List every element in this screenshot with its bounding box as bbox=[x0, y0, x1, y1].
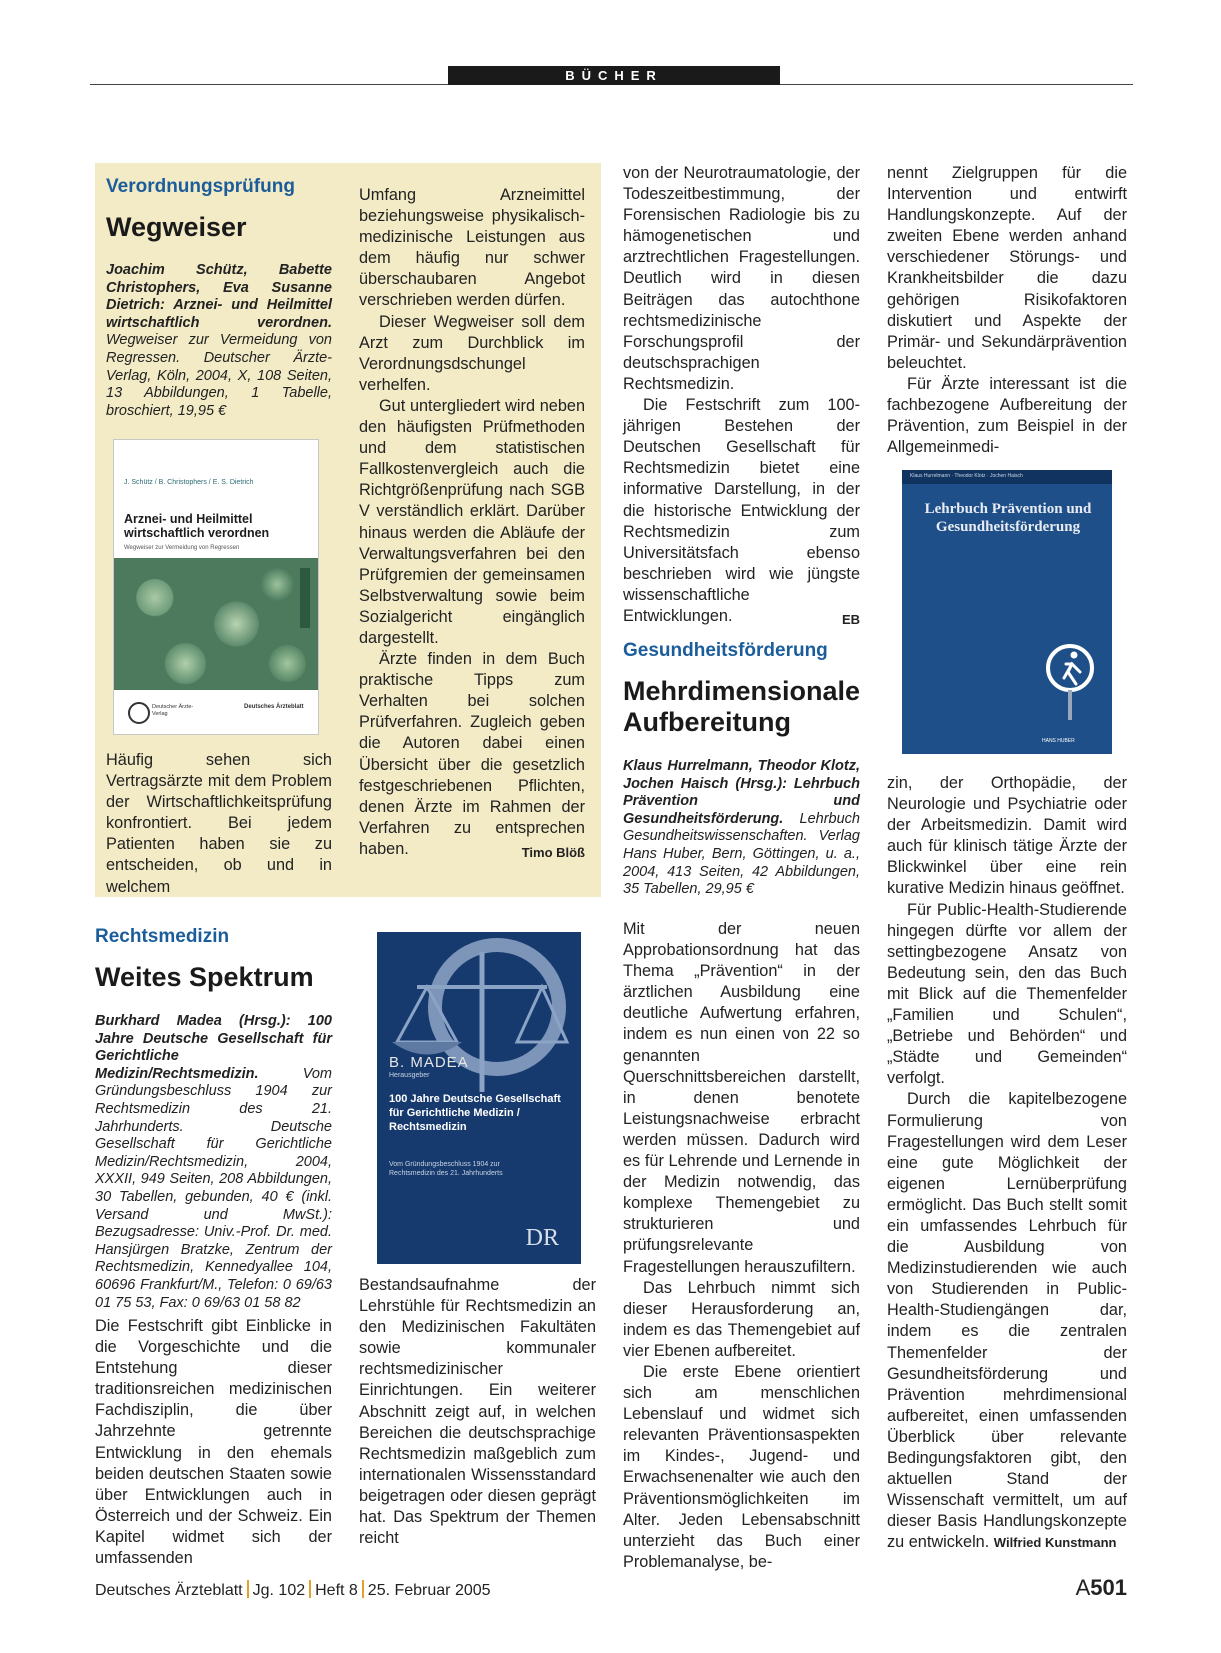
footer-citation bbox=[95, 1580, 491, 1600]
article3-p4: nennt Zielgruppen für die Intervention und entwirft Handlungskonzepte. Auf der zweiten Ebene werden anhand verschiedener Störungs- und Krankheitsbilder die dazu gehörigen Risikofaktoren diskutiert und Aspekte der Primär- und Sekundärprävention beleuchtet. bbox=[887, 164, 1127, 372]
page-prefix: A bbox=[1075, 1575, 1091, 1600]
headline-line1: Mehrdimensionale bbox=[623, 676, 861, 706]
signature-timo-bloess: Timo Blöß bbox=[521, 844, 585, 860]
article3-p8: Durch die kapitelbezogene Formulierung von Fragestellungen wird dem Leser eine gute Möglichkeit der eigenen Lernüberprüfung ermöglicht. Das Buch stellt somit ein umfassendes Lehrbuch für die Ausbildung von Medizinstudierenden wie auch von Studierenden in Public-Health-Studiengängen dar, indem es die zentralen Themenfelder der Gesundheitsförderung und Prävention mehrdimensional aufbereitet, einen umfassenden Überblick über relevante Bedingungsfaktoren gibt, den aktuellen Stand der Wissenschaft vermittelt, um auf dieser Basis Handlungskonzepte zu entwickeln. bbox=[887, 1090, 1127, 1552]
article1-column1 bbox=[106, 750, 332, 898]
cover-title: Arznei- und Heilmittel wirtschaftlich verordnen bbox=[124, 512, 270, 540]
article3-p2: Das Lehrbuch nimmt sich dieser Herausforderung an, indem es das Themengebiet auf vier Ebenen aufbereitet. bbox=[623, 1278, 860, 1360]
biblio-wegweiser bbox=[106, 262, 332, 420]
article1-p3: Gut untergliedert wird neben den häufigsten Prüfmethoden und dem statistischen Fallkostenvergleich auch die Richtgrößenprüfung nach SGB V verständlich erklärt. Darüber hinaus werden die Abläufe der Verwaltungsverfahren bei den Prüfgremien der gemeinsamen Selbstverwaltung sowie beim Sozialgericht eingänglich dargestellt. bbox=[359, 396, 585, 647]
biblio-authors: Joachim Schütz, Babette Christophers, Eva Susanne Dietrich: Arznei- und Heilmittel wirtschaftlich verordnen. bbox=[106, 262, 332, 331]
cover-authors: Klaus Hurrelmann · Theodor Klotz · Jochen Haisch bbox=[910, 473, 1023, 479]
footer-issue: Heft 8 bbox=[315, 1582, 358, 1599]
biblio-praevention bbox=[623, 758, 860, 899]
headline-line2: Aufbereitung bbox=[623, 707, 791, 737]
publisher-logo-icon bbox=[128, 702, 150, 724]
article1-p4: Ärzte finden in dem Buch praktische Tipps zum Verhalten bei solchen Prüfverfahren. Zugleich geben die Autoren dabei einen Übersicht über die gesetzlich festgeschriebenen Pflichten, denen Ärzte im Rahmen der Verfahren zu entsprechen haben. bbox=[359, 650, 585, 858]
article3-column3 bbox=[623, 919, 860, 1573]
headline-weites-spektrum: Weites Spektrum bbox=[95, 962, 314, 992]
page-num: 501 bbox=[1090, 1575, 1127, 1600]
headline-mehrdimensionale-aufbereitung bbox=[623, 676, 860, 738]
cover-publisher1: Deutscher Ärzte-Verlag bbox=[152, 704, 194, 717]
article3-p7: Für Public-Health-Studierende hingegen dürfte vor allem der settingbezogene Ansatz von Bedeutung sein, den das Buch mit Blick auf die Themenfelder „Familien und Schulen“, „Betriebe und Behörden“ und „Städte und Gemeinden“ verfolgt. bbox=[887, 900, 1127, 1088]
cover-spine-strip bbox=[300, 568, 310, 628]
biblio-editor: Burkhard Madea (Hrsg.): 100 Jahre Deutsche Gesellschaft für Gerichtliche Medizin/Rechtsmedizin. bbox=[95, 1013, 332, 1082]
cover-publisher: HANS HUBER bbox=[1042, 738, 1075, 744]
signature-eb: EB bbox=[841, 611, 860, 627]
article3-p5: Für Ärzte interessant ist die fachbezogene Aufbereitung der Prävention, zum Beispiel in der Allgemeinmedi- bbox=[887, 374, 1127, 457]
article2-col1-text: Die Festschrift gibt Einblicke in die Vorgeschichte und die Entstehung dieser traditionsreichen medizinischen Fachdisziplin, die über Jahrzehnte getrennte Entwicklung in den ehemals beiden deutschen Staaten sowie über Entwicklungen auch in Österreich und der Schweiz. Ein Kapitel widmet sich der umfassenden bbox=[95, 1317, 332, 1568]
cover-logo: DR bbox=[525, 1225, 559, 1251]
article3-p6: zin, der Orthopädie, der Neurologie und Psychiatrie oder der Arbeitsmedizin. Damit wird auch für klinisch tätige Ärzte der Blickwinkel über eine rein kurative Medizin hinaus geöffnet. bbox=[887, 774, 1127, 898]
article1-col1-text: Häufig sehen sich Vertragsärzte mit dem Problem der Wirtschaftlichkeitsprüfung konfrontiert. Bei jedem Patienten haben sie zu entscheiden, ob und in welchem bbox=[106, 751, 332, 896]
biblio-details: Lehrbuch Gesundheitswissenschaften. Verlag Hans Huber, Bern, Göttingen, u. a., 2004, 413 Seiten, 42 Abbildungen, 35 Tabellen, 29,95 € bbox=[623, 810, 860, 898]
cover-editor-role: Herausgeber bbox=[389, 1072, 430, 1079]
article2-col2-text: Bestandsaufnahme der Lehrstühle für Rechtsmedizin an den Medizinischen Fakultäten sowie kommunaler rechtsmedizinischer Einrichtungen. Ein weiterer Abschnitt zeigt auf, in welchen Bereichen die deutschsprachige Rechtsmedizin maßgeblich zum internationalen Wissensstandard beigetragen oder diesen geprägt hat. Das Spektrum der Themen reicht bbox=[359, 1276, 596, 1548]
cover-publisher2: Deutsches Ärzteblatt bbox=[244, 704, 304, 710]
signature-wilfried-kunstmann: Wilfried Kunstmann bbox=[993, 1535, 1117, 1551]
footer-separator bbox=[362, 1580, 364, 1598]
article3-p3: Die erste Ebene orientiert sich am menschlichen Lebenslauf und widmet sich relevanten Präventionsaspekten im Kindes-, Jugend- und Erwachsenenalter wie auch den Präventionsmöglichkeiten im Alter. Jeden Lebensabschnitt unterzieht das Buch einer Problemanalyse, be- bbox=[623, 1362, 860, 1571]
kicker-gesundheitsfoerderung: Gesundheitsförderung bbox=[623, 640, 828, 661]
article2-p-col3-2: Die Festschrift zum 100-jährigen Bestehen der Deutschen Gesellschaft für Rechtsmedizin bietet eine informative Darstellung, in der die historische Entwicklung der Rechtsmedizin zum Universitätsfach ebenso beschrieben wird wie jüngste wissenschaftliche Entwicklungen. bbox=[623, 396, 860, 625]
article1-p2: Dieser Wegweiser soll dem Arzt zum Durchblick im Verordnungsdschungel verhelfen. bbox=[359, 312, 585, 394]
article1-column2 bbox=[359, 185, 585, 863]
footer-separator bbox=[309, 1580, 311, 1598]
runner-sign-icon bbox=[1042, 640, 1102, 720]
biblio-rechtsmedizin bbox=[95, 1013, 332, 1312]
cover-authors: J. Schütz / B. Christophers / E. S. Dietrich bbox=[124, 479, 254, 486]
kicker-verordnungspruefung: Verordnungsprüfung bbox=[106, 176, 295, 197]
article2-column3 bbox=[623, 163, 860, 630]
footer-volume: Jg. 102 bbox=[252, 1582, 306, 1599]
article2-column2 bbox=[359, 1275, 596, 1549]
cover-subtitle: Vom Gründungsbeschluss 1904 zur Rechtsmedizin des 21. Jahrhunderts bbox=[389, 1161, 503, 1177]
cover-title: Lehrbuch Prävention und Gesundheitsförderung bbox=[924, 501, 1092, 535]
article2-p-col3-1: von der Neurotraumatologie, der Todeszeitbestimmung, der Forensischen Radiologie bis zu hämogenetischen und arztrechtlichen Fragestellungen. Deutlich wird in diesen Beiträgen das autochthone rechtsmedizinische Forschungsprofil der deutschsprachigen Rechtsmedizin. bbox=[623, 164, 860, 393]
article3-column4-top bbox=[887, 163, 1127, 458]
article1-p1: Umfang Arzneimittel beziehungsweise physikalisch-medizinische Leistungen aus dem häufig nur schwer überschaubaren Angebot verschrieben werden dürfen. bbox=[359, 186, 585, 310]
cover-title: 100 Jahre Deutsche Gesellschaft für Gerichtliche Medizin / Rechtsmedizin bbox=[389, 1093, 561, 1133]
biblio-details: Wegweiser zur Vermeidung von Regressen. Deutscher Ärzte-Verlag, Köln, 2004, X, 108 Seiten, 13 Abbildungen, 1 Tabelle, broschiert, 19,95 € bbox=[106, 332, 332, 419]
book-cover-arznei bbox=[113, 439, 319, 735]
biblio-editors: Klaus Hurrelmann, Theodor Klotz, Jochen Haisch (Hrsg.): Lehrbuch Prävention und Gesundheitsförderung. bbox=[623, 758, 860, 827]
book-cover-lehrbuch bbox=[902, 470, 1112, 754]
article3-p1: Mit der neuen Approbationsordnung hat das Thema „Prävention“ in der ärztlichen Ausbildung eine deutliche Aufwertung erfahren, indem es nun einen von 22 so genannten Querschnittsbereichen darstellt, in denen benotete Leistungsnachweise erbracht werden müssen. Dadurch wird es für Lehrende und Lernende in der Medizin notwendig, das komplexe Themengebiet zu strukturieren und prüfungsrelevante Fragestellungen herauszufiltern. bbox=[623, 920, 860, 1276]
cover-pill-photo bbox=[114, 558, 318, 690]
page-number bbox=[1076, 1575, 1127, 1601]
article2-column1 bbox=[95, 1316, 332, 1569]
footer-journal: Deutsches Ärzteblatt bbox=[95, 1582, 243, 1599]
book-cover-madea bbox=[377, 932, 581, 1264]
headline-wegweiser: Wegweiser bbox=[106, 212, 247, 242]
footer-separator bbox=[247, 1580, 249, 1598]
article3-column4-bottom bbox=[887, 773, 1127, 1553]
section-banner: BÜCHER bbox=[448, 66, 780, 85]
kicker-rechtsmedizin: Rechtsmedizin bbox=[95, 926, 230, 947]
biblio-details: Vom Gründungsbeschluss 1904 zur Rechtsmedizin des 21. Jahrhunderts. Deutsche Gesellschaft für Gerichtliche Medizin/Rechtsmedizin, 2004, XXXII, 949 Seiten, 208 Abbildungen, 30 Tabellen, gebunden, 40 € (inkl. Versand und MwSt.): Bezugsadresse: Univ.-Prof. Dr. med. Hansjürgen Bratzke, Zentrum der Rechtsmedizin, Kennedyallee 104, 60696 Frankfurt/M., Telefon: 0 69/63 01 75 53, Fax: 0 69/63 01 58 82 bbox=[95, 1065, 332, 1311]
footer-date: 25. Februar 2005 bbox=[367, 1582, 491, 1599]
cover-subtitle: Wegweiser zur Vermeidung von Regressen bbox=[124, 545, 240, 551]
cover-editor: B. MADEA bbox=[389, 1054, 469, 1071]
